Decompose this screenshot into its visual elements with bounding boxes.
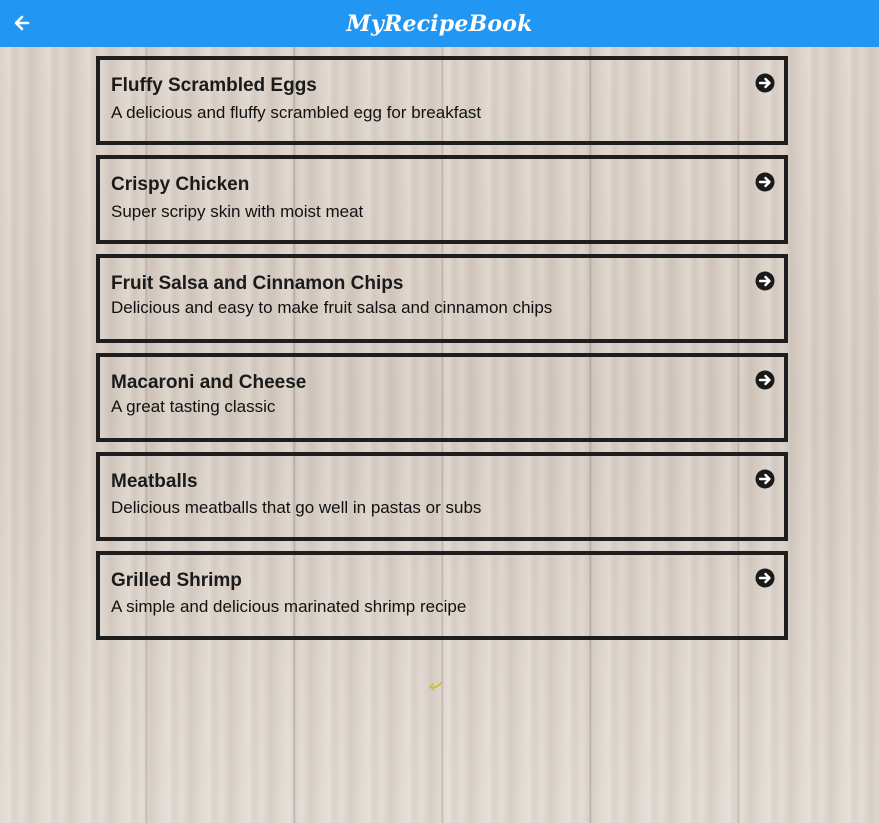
recipe-card[interactable] — [96, 353, 788, 442]
mouse-cursor-icon — [427, 679, 445, 693]
app-title: MyRecipeBook — [346, 10, 533, 37]
recipe-title: Macaroni and Cheese — [111, 372, 307, 393]
recipe-description: A delicious and fluffy scrambled egg for breakfast — [111, 103, 482, 122]
arrow-circle-right-icon[interactable] — [755, 172, 775, 192]
recipe-description: Delicious meatballs that go well in pastas or subs — [111, 498, 482, 517]
arrow-circle-right-icon[interactable] — [755, 271, 775, 291]
recipe-card[interactable] — [96, 155, 788, 244]
recipe-description: A simple and delicious marinated shrimp recipe — [111, 597, 467, 616]
recipe-description: Super scripy skin with moist meat — [111, 202, 364, 221]
recipe-title: Meatballs — [111, 471, 198, 492]
app-bar — [0, 0, 879, 47]
recipe-card[interactable] — [96, 551, 788, 640]
recipe-card[interactable] — [96, 56, 788, 145]
back-button[interactable] — [8, 9, 36, 37]
recipe-list — [96, 56, 788, 650]
arrow-circle-right-icon[interactable] — [755, 568, 775, 588]
recipe-title: Crispy Chicken — [111, 174, 250, 195]
recipe-card[interactable] — [96, 452, 788, 541]
recipe-description: Delicious and easy to make fruit salsa and cinnamon chips — [111, 298, 553, 317]
recipe-title: Fruit Salsa and Cinnamon Chips — [111, 273, 404, 294]
arrow-circle-right-icon[interactable] — [755, 370, 775, 390]
recipe-card[interactable] — [96, 254, 788, 343]
arrow-circle-right-icon[interactable] — [755, 469, 775, 489]
recipe-title: Grilled Shrimp — [111, 570, 242, 591]
arrow-circle-right-icon[interactable] — [755, 73, 775, 93]
arrow-left-icon — [14, 15, 30, 31]
recipe-description: A great tasting classic — [111, 397, 276, 416]
recipe-title: Fluffy Scrambled Eggs — [111, 75, 317, 96]
